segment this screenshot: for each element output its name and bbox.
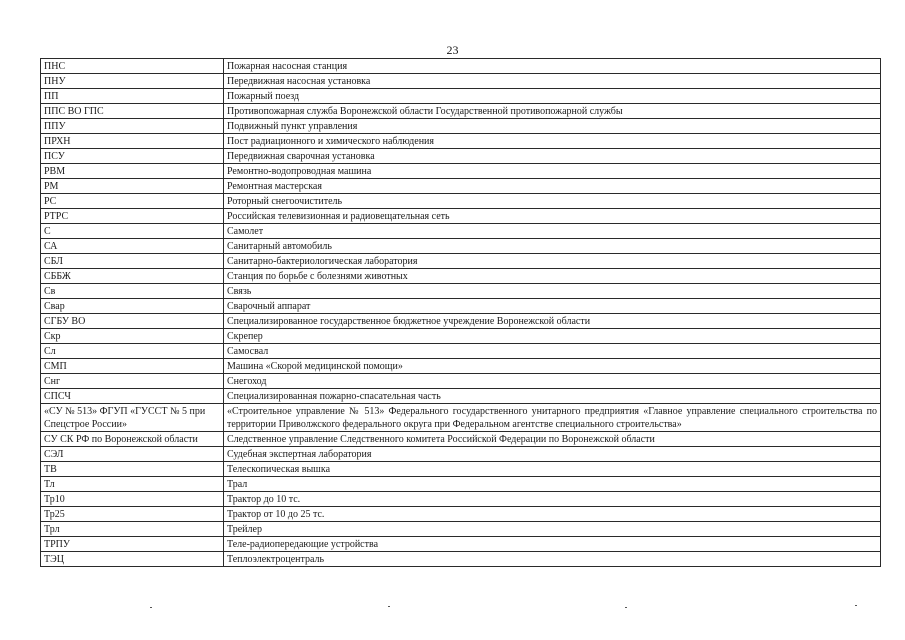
abbreviation-cell: СББЖ (41, 269, 224, 284)
table-row (41, 284, 881, 299)
table-row (41, 224, 881, 239)
meaning-cell: Сварочный аппарат (224, 299, 881, 314)
abbreviation-cell: РМ (41, 179, 224, 194)
meaning-cell: Машина «Скорой медицинской помощи» (224, 359, 881, 374)
meaning-cell: Специализированное государственное бюджетное учреждение Воронежской области (224, 314, 881, 329)
meaning-cell: Трактор от 10 до 25 тс. (224, 507, 881, 522)
meaning-cell: Судебная экспертная лаборатория (224, 447, 881, 462)
table-row (41, 492, 881, 507)
scan-speck (625, 607, 627, 608)
table-row (41, 299, 881, 314)
table-row (41, 254, 881, 269)
abbreviation-cell: ПСУ (41, 149, 224, 164)
table-row (41, 359, 881, 374)
meaning-cell: Телескопическая вышка (224, 462, 881, 477)
abbreviation-cell: ПРХН (41, 134, 224, 149)
meaning-cell: Санитарно-бактериологическая лаборатория (224, 254, 881, 269)
meaning-cell: Передвижная насосная установка (224, 74, 881, 89)
meaning-cell: Теплоэлектроцентраль (224, 552, 881, 567)
abbreviation-cell: ПНС (41, 59, 224, 74)
table-row (41, 462, 881, 477)
meaning-cell: Ремонтная мастерская (224, 179, 881, 194)
meaning-cell: Пожарная насосная станция (224, 59, 881, 74)
table-row (41, 374, 881, 389)
table-row (41, 269, 881, 284)
table-row (41, 164, 881, 179)
abbreviation-cell: Тр25 (41, 507, 224, 522)
meaning-cell: Трейлер (224, 522, 881, 537)
abbreviation-cell: СГБУ ВО (41, 314, 224, 329)
table-row (41, 552, 881, 567)
abbreviation-cell: РВМ (41, 164, 224, 179)
abbreviation-cell: СЭЛ (41, 447, 224, 462)
meaning-cell: Снегоход (224, 374, 881, 389)
page-number: 23 (446, 43, 459, 57)
table-row (41, 447, 881, 462)
meaning-cell: Передвижная сварочная установка (224, 149, 881, 164)
abbreviation-cell: С (41, 224, 224, 239)
meaning-cell: Ремонтно-водопроводная машина (224, 164, 881, 179)
abbreviation-cell: СА (41, 239, 224, 254)
abbreviation-cell: Скр (41, 329, 224, 344)
meaning-cell: Специализированная пожарно-спасательная часть (224, 389, 881, 404)
table-row (41, 477, 881, 492)
abbreviation-cell: ТВ (41, 462, 224, 477)
abbreviation-cell: РТРС (41, 209, 224, 224)
table-row (41, 537, 881, 552)
table-row (41, 119, 881, 134)
table-row (41, 239, 881, 254)
abbreviation-cell: Трл (41, 522, 224, 537)
meaning-cell: Трал (224, 477, 881, 492)
abbreviation-cell: СУ СК РФ по Воронежской области (41, 432, 224, 447)
table-row (41, 134, 881, 149)
table-row (41, 329, 881, 344)
meaning-cell: Теле-радиопередающие устройства (224, 537, 881, 552)
table-row (41, 74, 881, 89)
meaning-cell: Самолет (224, 224, 881, 239)
meaning-cell: Скрепер (224, 329, 881, 344)
table-row (41, 314, 881, 329)
table-row (41, 432, 881, 447)
table-row (41, 179, 881, 194)
table-row (41, 522, 881, 537)
meaning-cell: Следственное управление Следственного комитета Российской Федерации по Воронежской области (224, 432, 881, 447)
abbreviation-cell: Тл (41, 477, 224, 492)
abbreviation-cell: Сл (41, 344, 224, 359)
meaning-cell: Связь (224, 284, 881, 299)
abbreviation-cell: ТЭЦ (41, 552, 224, 567)
meaning-cell: «Строительное управление № 513» Федерального государственного унитарного предприятия «Главное управление специального строительства по территории Приволжского федерального округа при Федеральном агентстве специального строительства» (224, 404, 881, 432)
table-row (41, 104, 881, 119)
meaning-cell: Подвижный пункт управления (224, 119, 881, 134)
abbreviation-cell: СПСЧ (41, 389, 224, 404)
meaning-cell: Самосвал (224, 344, 881, 359)
abbreviation-cell: ППС ВО ГПС (41, 104, 224, 119)
abbreviation-cell: РС (41, 194, 224, 209)
table-row (41, 149, 881, 164)
abbreviation-cell: ТРПУ (41, 537, 224, 552)
meaning-cell: Российская телевизионная и радиовещательная сеть (224, 209, 881, 224)
abbreviation-cell: ПНУ (41, 74, 224, 89)
meaning-cell: Противопожарная служба Воронежской области Государственной противопожарной службы (224, 104, 881, 119)
meaning-cell: Станция по борьбе с болезнями животных (224, 269, 881, 284)
abbreviation-cell: СБЛ (41, 254, 224, 269)
abbreviations-table (40, 58, 881, 567)
abbreviation-cell: Тр10 (41, 492, 224, 507)
table-row (41, 507, 881, 522)
meaning-cell: Трактор до 10 тс. (224, 492, 881, 507)
scan-speck (150, 607, 152, 608)
table-row (41, 404, 881, 432)
table-row (41, 59, 881, 74)
meaning-cell: Санитарный автомобиль (224, 239, 881, 254)
abbreviation-cell: СМП (41, 359, 224, 374)
table-row (41, 344, 881, 359)
meaning-cell: Пост радиационного и химического наблюдения (224, 134, 881, 149)
abbreviation-cell: «СУ № 513» ФГУП «ГУССТ № 5 при Спецстрое России» (41, 404, 224, 432)
meaning-cell: Роторный снегоочиститель (224, 194, 881, 209)
table-row (41, 194, 881, 209)
meaning-cell: Пожарный поезд (224, 89, 881, 104)
abbreviation-cell: Свар (41, 299, 224, 314)
abbreviations-table-body (41, 59, 881, 567)
table-row (41, 89, 881, 104)
scan-speck (388, 606, 390, 607)
abbreviation-cell: Снг (41, 374, 224, 389)
abbreviation-cell: Св (41, 284, 224, 299)
abbreviation-cell: ПП (41, 89, 224, 104)
table-row (41, 389, 881, 404)
table-row (41, 209, 881, 224)
abbreviation-cell: ППУ (41, 119, 224, 134)
scan-speck (855, 605, 857, 606)
